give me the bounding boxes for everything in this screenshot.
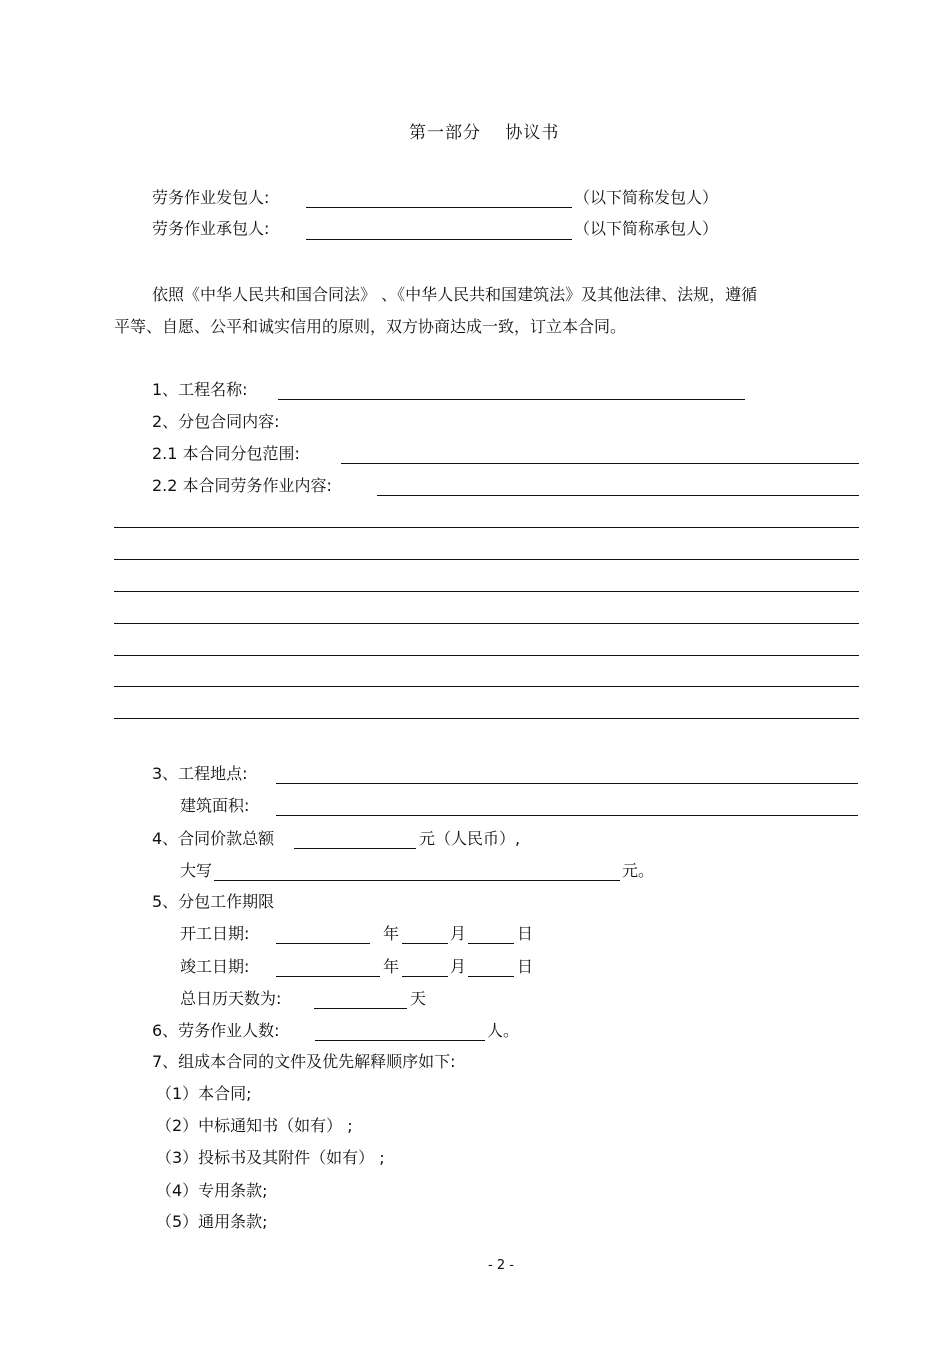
end-month-unit: 月 xyxy=(450,957,467,976)
start-date-label: 开工日期: xyxy=(180,924,250,943)
intro-line-1: 依照《中华人民共和国合同法》 、《中华人民共和国建筑法》及其他法律、法规，遵循 xyxy=(152,285,758,304)
start-month-unit: 月 xyxy=(450,924,467,943)
document-item-4: （4）专用条款; xyxy=(156,1181,268,1200)
workers-label: 6、劳务作业人数: xyxy=(152,1021,280,1040)
location-label: 3、工程地点: xyxy=(152,764,248,783)
issuer-suffix: （以下简称发包人） xyxy=(574,188,719,207)
capital-input-line[interactable] xyxy=(214,880,620,881)
start-day-unit: 日 xyxy=(517,924,534,943)
end-day-unit: 日 xyxy=(517,957,534,976)
total-days-input-line[interactable] xyxy=(314,1008,407,1009)
blank-line[interactable] xyxy=(114,655,859,656)
price-unit: 元（人民币）, xyxy=(419,829,521,848)
end-date-label: 竣工日期: xyxy=(180,957,250,976)
start-year-unit: 年 xyxy=(383,924,400,943)
location-input-line[interactable] xyxy=(276,783,858,784)
contractor-input-line[interactable] xyxy=(306,239,572,240)
workers-input-line[interactable] xyxy=(315,1040,485,1041)
scope-input-line[interactable] xyxy=(341,463,859,464)
period-label: 5、分包工作期限 xyxy=(152,892,275,911)
start-month-input-line[interactable] xyxy=(402,943,448,944)
page-title: 第一部分 协议书 xyxy=(409,123,560,143)
documents-heading: 7、组成本合同的文件及优先解释顺序如下: xyxy=(152,1052,456,1071)
start-year-input-line[interactable] xyxy=(276,943,370,944)
capital-label: 大写 xyxy=(180,861,213,880)
total-days-unit: 天 xyxy=(410,989,427,1008)
contractor-label: 劳务作业承包人: xyxy=(152,219,270,238)
subcontract-content-label: 2、分包合同内容: xyxy=(152,412,280,431)
blank-line[interactable] xyxy=(114,718,859,719)
project-name-label: 1、工程名称: xyxy=(152,380,248,399)
project-name-input-line[interactable] xyxy=(278,399,745,400)
workers-unit: 人。 xyxy=(487,1021,520,1040)
end-month-input-line[interactable] xyxy=(402,976,448,977)
blank-line[interactable] xyxy=(114,527,859,528)
document-item-5: （5）通用条款; xyxy=(156,1212,268,1231)
document-item-2: （2）中标通知书（如有） ; xyxy=(156,1116,353,1135)
end-year-unit: 年 xyxy=(383,957,400,976)
area-label: 建筑面积: xyxy=(180,796,250,815)
area-input-line[interactable] xyxy=(276,815,858,816)
contractor-suffix: （以下简称承包人） xyxy=(574,219,719,238)
blank-line[interactable] xyxy=(114,591,859,592)
blank-line[interactable] xyxy=(114,559,859,560)
labor-content-input-line[interactable] xyxy=(377,495,859,496)
intro-line-2: 平等、自愿、公平和诚实信用的原则，双方协商达成一致，订立本合同。 xyxy=(114,317,627,336)
issuer-input-line[interactable] xyxy=(306,207,572,208)
price-label: 4、合同价款总额 xyxy=(152,829,275,848)
document-item-3: （3）投标书及其附件（如有） ; xyxy=(156,1148,385,1167)
page-number: - 2 - xyxy=(488,1258,514,1273)
capital-unit: 元。 xyxy=(622,861,655,880)
scope-label: 2.1 本合同分包范围: xyxy=(152,444,300,463)
blank-line[interactable] xyxy=(114,686,859,687)
start-day-input-line[interactable] xyxy=(468,943,514,944)
issuer-label: 劳务作业发包人: xyxy=(152,188,270,207)
end-year-input-line[interactable] xyxy=(276,976,380,977)
document-item-1: （1）本合同; xyxy=(156,1084,252,1103)
end-day-input-line[interactable] xyxy=(468,976,514,977)
labor-content-label: 2.2 本合同劳务作业内容: xyxy=(152,476,332,495)
price-input-line[interactable] xyxy=(294,848,416,849)
blank-line[interactable] xyxy=(114,623,859,624)
total-days-label: 总日历天数为: xyxy=(180,989,282,1008)
